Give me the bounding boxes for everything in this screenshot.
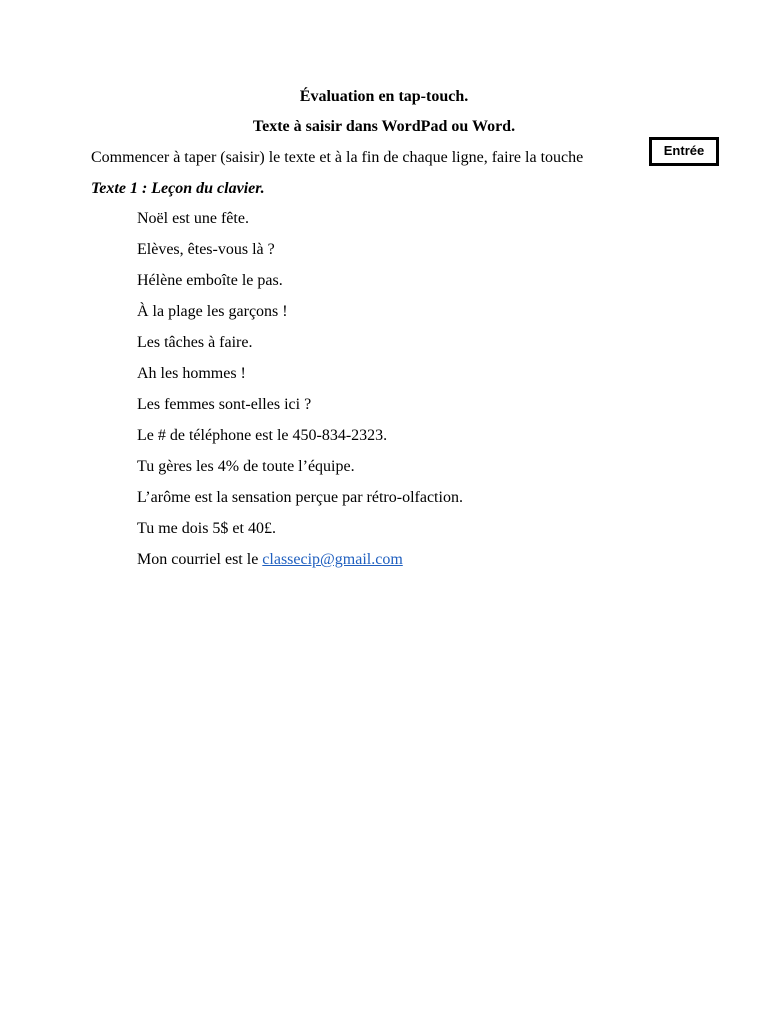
practice-line: L’arôme est la sensation perçue par rétro-olfaction. <box>137 489 463 506</box>
email-line-prefix: Mon courriel est le <box>137 551 263 568</box>
practice-line-email <box>137 550 463 581</box>
practice-line: Tu gères les 4% de toute l’équipe. <box>137 458 355 475</box>
practice-line: Hélène emboîte le pas. <box>137 272 283 289</box>
practice-line: Les femmes sont-elles ici ? <box>137 396 312 413</box>
practice-line: Les tâches à faire. <box>137 334 253 351</box>
document-subtitle: Texte à saisir dans WordPad ou Word. <box>252 118 516 135</box>
instruction-text: Commencer à taper (saisir) le texte et à la fin de chaque ligne, faire la touche <box>91 149 584 166</box>
practice-line: Le # de téléphone est le 450-834-2323. <box>137 427 388 444</box>
section-heading: Texte 1 : Leçon du clavier. <box>91 180 265 197</box>
email-link[interactable]: classecip@gmail.com <box>262 551 403 568</box>
practice-line: Noël est une fête. <box>137 210 249 227</box>
practice-line: Tu me dois 5$ et 40£. <box>137 520 276 537</box>
enter-key-label: Entrée <box>649 137 719 166</box>
practice-line: Elèves, êtes-vous là ? <box>137 241 275 258</box>
practice-lines <box>137 209 463 581</box>
practice-line: À la plage les garçons ! <box>137 303 288 320</box>
practice-line: Ah les hommes ! <box>137 365 246 382</box>
document-title: Évaluation en tap-touch. <box>299 88 469 105</box>
